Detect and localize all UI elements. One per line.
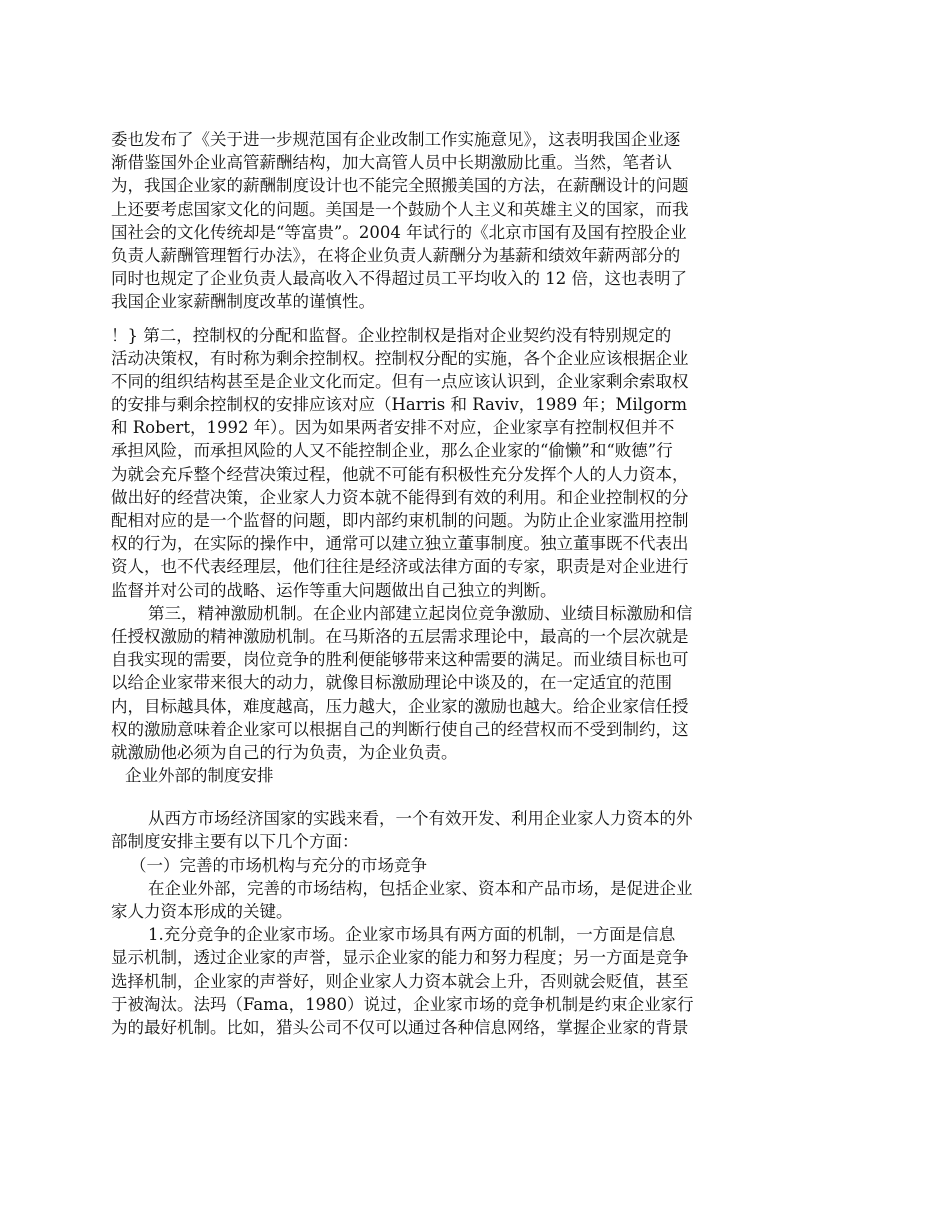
text-line: 为的最好机制。比如，猎头公司不仅可以通过各种信息网络，掌握企业家的背景 bbox=[111, 1017, 689, 1037]
text-line: 为，我国企业家的薪酬制度设计也不能完全照搬美国的方法，在薪酬设计的问题 bbox=[111, 176, 689, 196]
text-line: 不同的组织结构甚至是企业文化而定。但有一点应该认识到，企业家剩余索取权 bbox=[111, 371, 689, 391]
section-gap bbox=[111, 787, 773, 807]
paragraph-gap bbox=[111, 314, 773, 324]
text-line: 为就会充斥整个经营决策过程，他就不可能有积极性充分发挥个人的人力资本， bbox=[111, 464, 689, 484]
text-line: 从西方市场经济国家的实践来看，一个有效开发、利用企业家人力资本的外 bbox=[148, 809, 693, 829]
text-line: 委也发布了《关于进一步规范国有企业改制工作实施意见》，这表明我国企业逐 bbox=[111, 130, 681, 149]
text-line: ！} 第二，控制权的分配和监督。企业控制权是指对企业契约没有特别规定的 bbox=[111, 325, 672, 345]
paragraph bbox=[111, 807, 773, 853]
text-line: 选择机制，企业家的声誉好，则企业家人力资本就会上升，否则就会贬值，甚至 bbox=[111, 971, 689, 991]
text-line: 监督并对公司的战略、运作等重大问题做出自己独立的判断。 bbox=[111, 580, 557, 600]
paragraph bbox=[111, 324, 773, 602]
text-line: 家人力资本形成的关键。 bbox=[111, 902, 293, 921]
text-line: 显示机制，透过企业家的声誉，显示企业家的能力和努力程度；另一方面是竞争 bbox=[111, 948, 689, 968]
paragraph bbox=[111, 923, 773, 1039]
text-line: 于被淘汰。法玛（Fama，1980）说过，企业家市场的竞争机制是约束企业家行 bbox=[111, 994, 694, 1014]
paragraph bbox=[111, 602, 773, 764]
text-line: 渐借鉴国外企业高管薪酬结构，加大高管人员中长期激励比重。当然，笔者认 bbox=[111, 153, 672, 173]
text-line: 同时也规定了企业负责人最高收入不得超过员工平均收入的 12 倍，这也表明了 bbox=[111, 269, 687, 289]
text-line: 任授权激励的精神激励机制。在马斯洛的五层需求理论中，最高的一个层次就是 bbox=[111, 626, 689, 646]
text-line: 的安排与剩余控制权的安排应该对应（Harris 和 Raviv，1989 年；Milgorm bbox=[111, 395, 688, 415]
text-line: 做出好的经营决策，企业家人力资本就不能得到有效的利用。和企业控制权的分 bbox=[111, 487, 689, 507]
text-line: 承担风险，而承担风险的人又不能控制企业，那么企业家的“偷懒”和“败德”行 bbox=[111, 441, 673, 461]
text-line: 负责人薪酬管理暂行办法》，在将企业负责人薪酬分为基薪和绩效年薪两部分的 bbox=[111, 245, 681, 265]
text-line: 自我实现的需要，岗位竞争的胜利便能够带来这种需要的满足。而业绩目标也可 bbox=[111, 650, 689, 670]
text-line: 1.充分竞争的企业家市场。企业家市场具有两方面的机制，一方面是信息 bbox=[148, 925, 676, 945]
text-line: 内，目标越具体，难度越高，压力越大，企业家的激励也越大。给企业家信任授 bbox=[111, 696, 689, 716]
text-line: 在企业外部，完善的市场结构，包括企业家、资本和产品市场，是促进企业 bbox=[148, 878, 693, 898]
section-heading: 企业外部的制度安排 bbox=[125, 766, 274, 786]
text-line: 我国企业家薪酬制度改革的谨慎性。 bbox=[111, 292, 375, 312]
text-line: 权的激励意味着企业家可以根据自己的判断行使自己的经营权而不受到制约，这 bbox=[111, 719, 689, 739]
text-line: 就激励他必须为自己的行为负责，为企业负责。 bbox=[111, 742, 458, 762]
text-line: 第三，精神激励机制。在企业内部建立起岗位竞争激励、业绩目标激励和信 bbox=[148, 603, 693, 623]
paragraph bbox=[111, 877, 773, 923]
document-page bbox=[111, 128, 773, 1039]
text-line: 资人，也不代表经理层，他们往往是经济或法律方面的专家，职责是对企业进行 bbox=[111, 557, 689, 577]
text-line: 部制度安排主要有以下几个方面： bbox=[111, 832, 359, 852]
text-line: 权的行为，在实际的操作中，通常可以建立独立董事制度。独立董事既不代表出 bbox=[111, 534, 689, 554]
text-line: 配相对应的是一个监督的问题，即内部约束机制的问题。为防止企业家滥用控制 bbox=[111, 511, 689, 530]
paragraph bbox=[111, 128, 773, 314]
subsection-heading: （一）完善的市场机构与充分的市场竞争 bbox=[130, 855, 427, 875]
text-line: 以给企业家带来很大的动力，就像目标激励理论中谈及的，在一定适宜的范围 bbox=[111, 673, 672, 693]
text-line: 国社会的文化传统却是“等富贵”。2004 年试行的《北京市国有及国有控股企业 bbox=[111, 222, 687, 242]
text-line: 活动决策权，有时称为剩余控制权。控制权分配的实施，各个企业应该根据企业 bbox=[111, 348, 689, 368]
text-line: 上还要考虑国家文化的问题。美国是一个鼓励个人主义和英雄主义的国家，而我 bbox=[111, 199, 689, 219]
text-line: 和 Robert，1992 年）。因为如果两者安排不对应，企业家享有控制权但并不 bbox=[111, 418, 675, 438]
